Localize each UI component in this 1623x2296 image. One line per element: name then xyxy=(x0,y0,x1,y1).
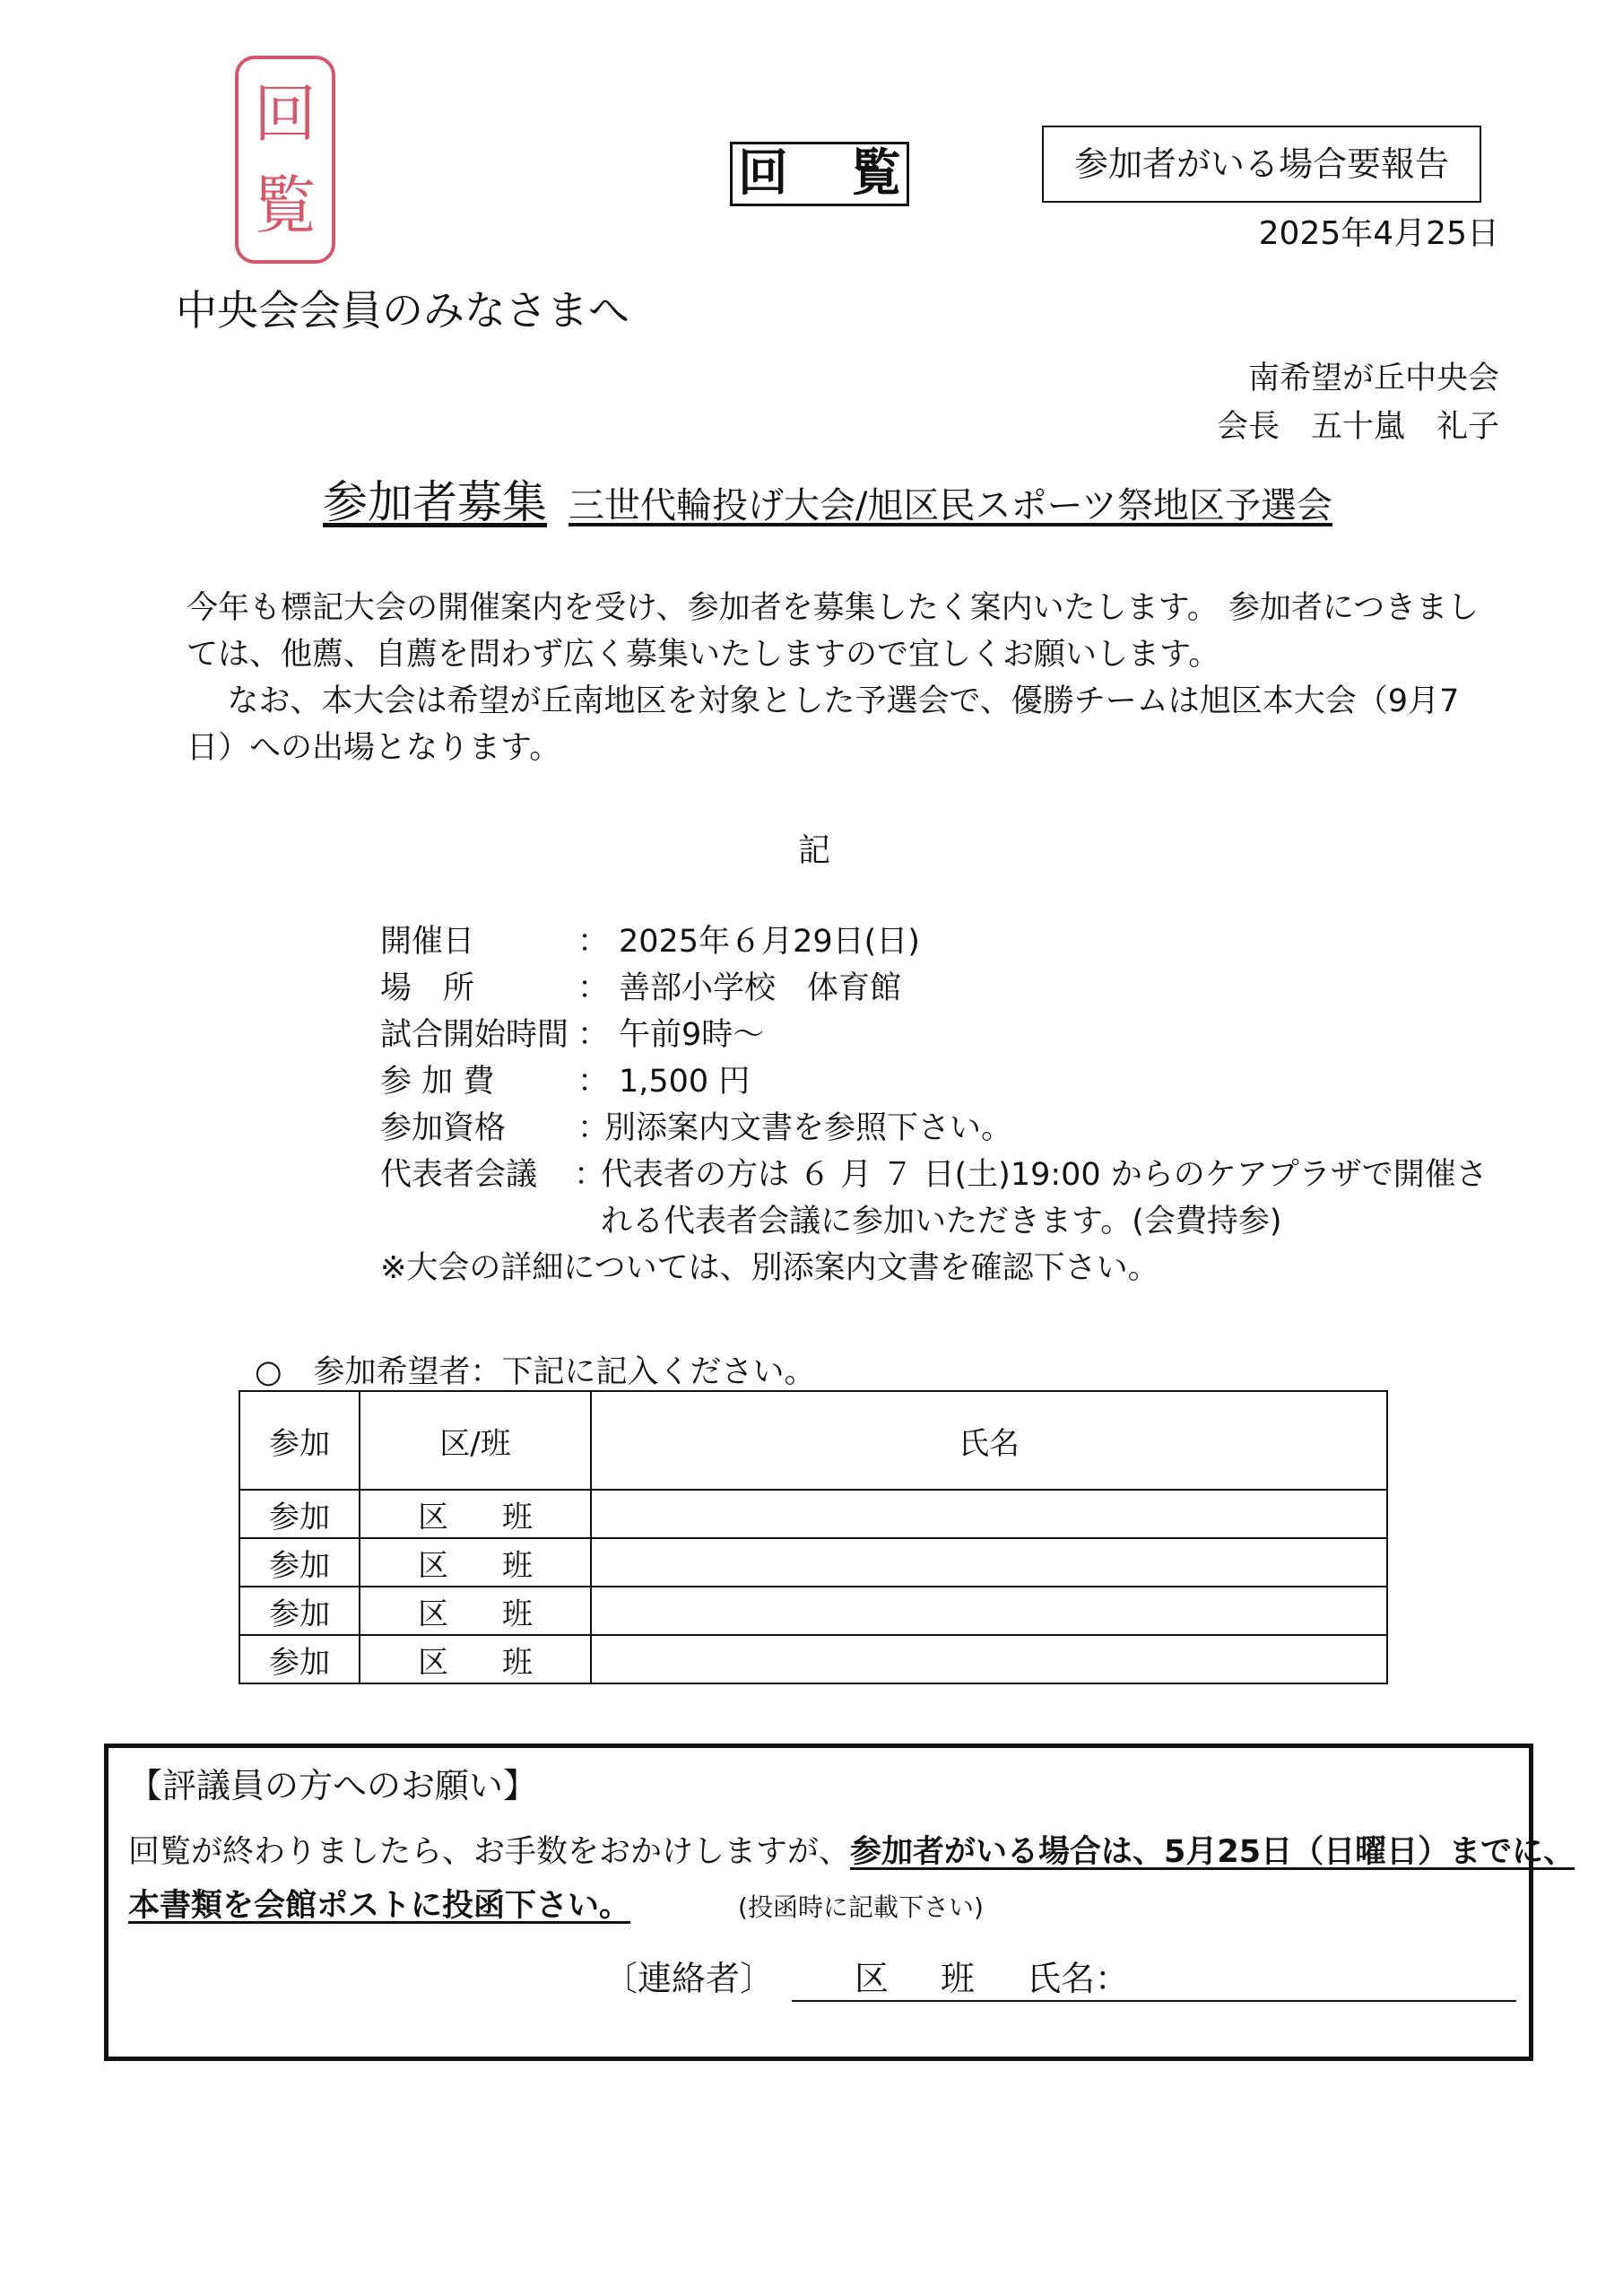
table-row xyxy=(239,1538,1387,1587)
issue-date: 2025年4月25日 xyxy=(1258,215,1499,252)
detail-colon: ： xyxy=(577,1064,610,1100)
detail-colon: ： xyxy=(574,1157,606,1193)
table-header-row xyxy=(239,1391,1387,1490)
request-line-2 xyxy=(128,1879,1509,1935)
ki-heading: 記 xyxy=(798,832,831,869)
sanka-cell: 参加 xyxy=(239,1538,360,1587)
request-line-1 xyxy=(128,1825,1575,1879)
sanka-cell: 参加 xyxy=(239,1587,360,1635)
han-label: 班 xyxy=(502,1644,533,1681)
ku-han-cell[interactable] xyxy=(360,1490,591,1538)
name-cell[interactable] xyxy=(591,1587,1387,1635)
report-required-note: 参加者がいる場合要報告 xyxy=(1042,126,1481,203)
ku-han-cell[interactable] xyxy=(360,1635,591,1683)
contact-ku: 区 xyxy=(855,1959,890,1998)
ku-han-cell[interactable] xyxy=(360,1587,591,1635)
detail-colon: ： xyxy=(577,970,610,1006)
contact-line xyxy=(603,1951,1509,2002)
name-cell[interactable] xyxy=(591,1635,1387,1683)
detail-label: 場 所 xyxy=(380,970,475,1006)
detail-row-place xyxy=(380,965,1497,1012)
ku-han-cell[interactable] xyxy=(360,1538,591,1587)
request-title: 【評議員の方へのお願い】 xyxy=(128,1766,538,1805)
header-sanka: 参加 xyxy=(239,1391,360,1490)
intro-text xyxy=(187,585,1505,771)
detail-row-eligibility xyxy=(380,1105,1497,1152)
stamp-char-2: 覧 xyxy=(254,169,317,242)
addressee: 中央会会員のみなさまへ xyxy=(176,286,629,335)
detail-label: 参加資格 xyxy=(380,1110,507,1146)
circulation-stamp xyxy=(235,56,335,264)
detail-label: 参 加 費 xyxy=(380,1064,495,1100)
detail-value: 別添案内文書を参照下さい。 xyxy=(604,1110,1013,1146)
request-text-plain: 回覧が終わりましたら、お手数をおかけしますが、 xyxy=(128,1834,851,1870)
contact-field[interactable] xyxy=(792,1951,1516,2002)
detail-value: 2025年６月29日(日) xyxy=(619,924,920,960)
councilor-request-box xyxy=(104,1744,1575,2061)
han-label: 班 xyxy=(502,1499,533,1535)
name-cell[interactable] xyxy=(591,1538,1387,1587)
title-main: 参加者募集 xyxy=(323,476,547,528)
ku-label: 区 xyxy=(418,1596,448,1632)
table-row xyxy=(239,1587,1387,1635)
title-sub: 三世代輪投げ大会/旭区民スポーツ祭地区予選会 xyxy=(568,485,1332,526)
sender-chair: 会長 五十嵐 礼子 xyxy=(1216,409,1499,445)
kairan-heading xyxy=(730,142,909,206)
entry-instruction: ○ 参加希望者：下記に記入ください。 xyxy=(255,1354,816,1390)
sender-org: 南希望が丘中央会 xyxy=(1247,361,1499,396)
detail-label: 代表者会議 xyxy=(380,1157,538,1193)
detail-value: 善部小学校 体育館 xyxy=(619,970,902,1006)
ku-label: 区 xyxy=(418,1499,448,1535)
detail-row-fee xyxy=(380,1058,1497,1105)
kairan-left-char: 回 xyxy=(738,144,788,203)
sanka-cell: 参加 xyxy=(239,1635,360,1683)
detail-colon: ： xyxy=(577,924,610,960)
header-ku-han: 区/班 xyxy=(360,1391,591,1490)
stamp-char-1: 回 xyxy=(254,77,317,151)
contact-han: 班 xyxy=(941,1959,976,1998)
event-details xyxy=(380,918,1497,1292)
kairan-right-char: 覧 xyxy=(851,144,901,203)
detail-label: 開催日 xyxy=(380,924,475,960)
detail-colon: ： xyxy=(577,1110,610,1146)
detail-row-meeting xyxy=(380,1152,1497,1245)
ku-label: 区 xyxy=(418,1547,448,1584)
han-label: 班 xyxy=(502,1596,533,1632)
detail-label: 試合開始時間 xyxy=(380,1017,569,1053)
request-small-note: (投函時に記載下さい) xyxy=(738,1892,984,1922)
ku-label: 区 xyxy=(418,1644,448,1681)
detail-value: 午前9時～ xyxy=(619,1017,765,1053)
document-title xyxy=(323,466,1332,531)
detail-value: 代表者の方は ６ 月 ７ 日(土)19:00 からのケアプラザで開催される代表者会議に参加いただきます。(会費持参) xyxy=(601,1157,1488,1239)
han-label: 班 xyxy=(502,1547,533,1584)
table-row xyxy=(239,1635,1387,1683)
detail-colon: ： xyxy=(577,1017,610,1053)
request-deadline-text: 参加者がいる場合は、5月25日（日曜日）までに、 xyxy=(850,1834,1575,1870)
detail-row-start-time xyxy=(380,1012,1497,1058)
table-row xyxy=(239,1490,1387,1538)
sender-block xyxy=(1217,354,1499,451)
request-submit-text: 本書類を会館ポストに投函下さい。 xyxy=(128,1888,631,1924)
detail-row-date xyxy=(380,918,1497,965)
name-cell[interactable] xyxy=(591,1490,1387,1538)
detail-value: 1,500 円 xyxy=(619,1064,751,1100)
contact-name-label: 氏名： xyxy=(1027,1959,1130,1998)
details-note: ※大会の詳細については、別添案内文書を確認下さい。 xyxy=(380,1250,1159,1286)
sanka-cell: 参加 xyxy=(239,1490,360,1538)
intro-paragraph-2: なお、本大会は希望が丘南地区を対象とした予選会で、優勝チームは旭区本大会（9月7日）への出場となります。 xyxy=(187,683,1460,766)
header-name: 氏名 xyxy=(591,1391,1387,1490)
contact-label: 〔連絡者〕 xyxy=(603,1959,775,1998)
intro-paragraph-1: 今年も標記大会の開催案内を受け、参加者を募集したく案内いたします。 参加者につきましては、他薦、自薦を問わず広く募集いたしますので宜しくお願いします。 xyxy=(187,590,1480,673)
entry-table xyxy=(239,1390,1388,1684)
